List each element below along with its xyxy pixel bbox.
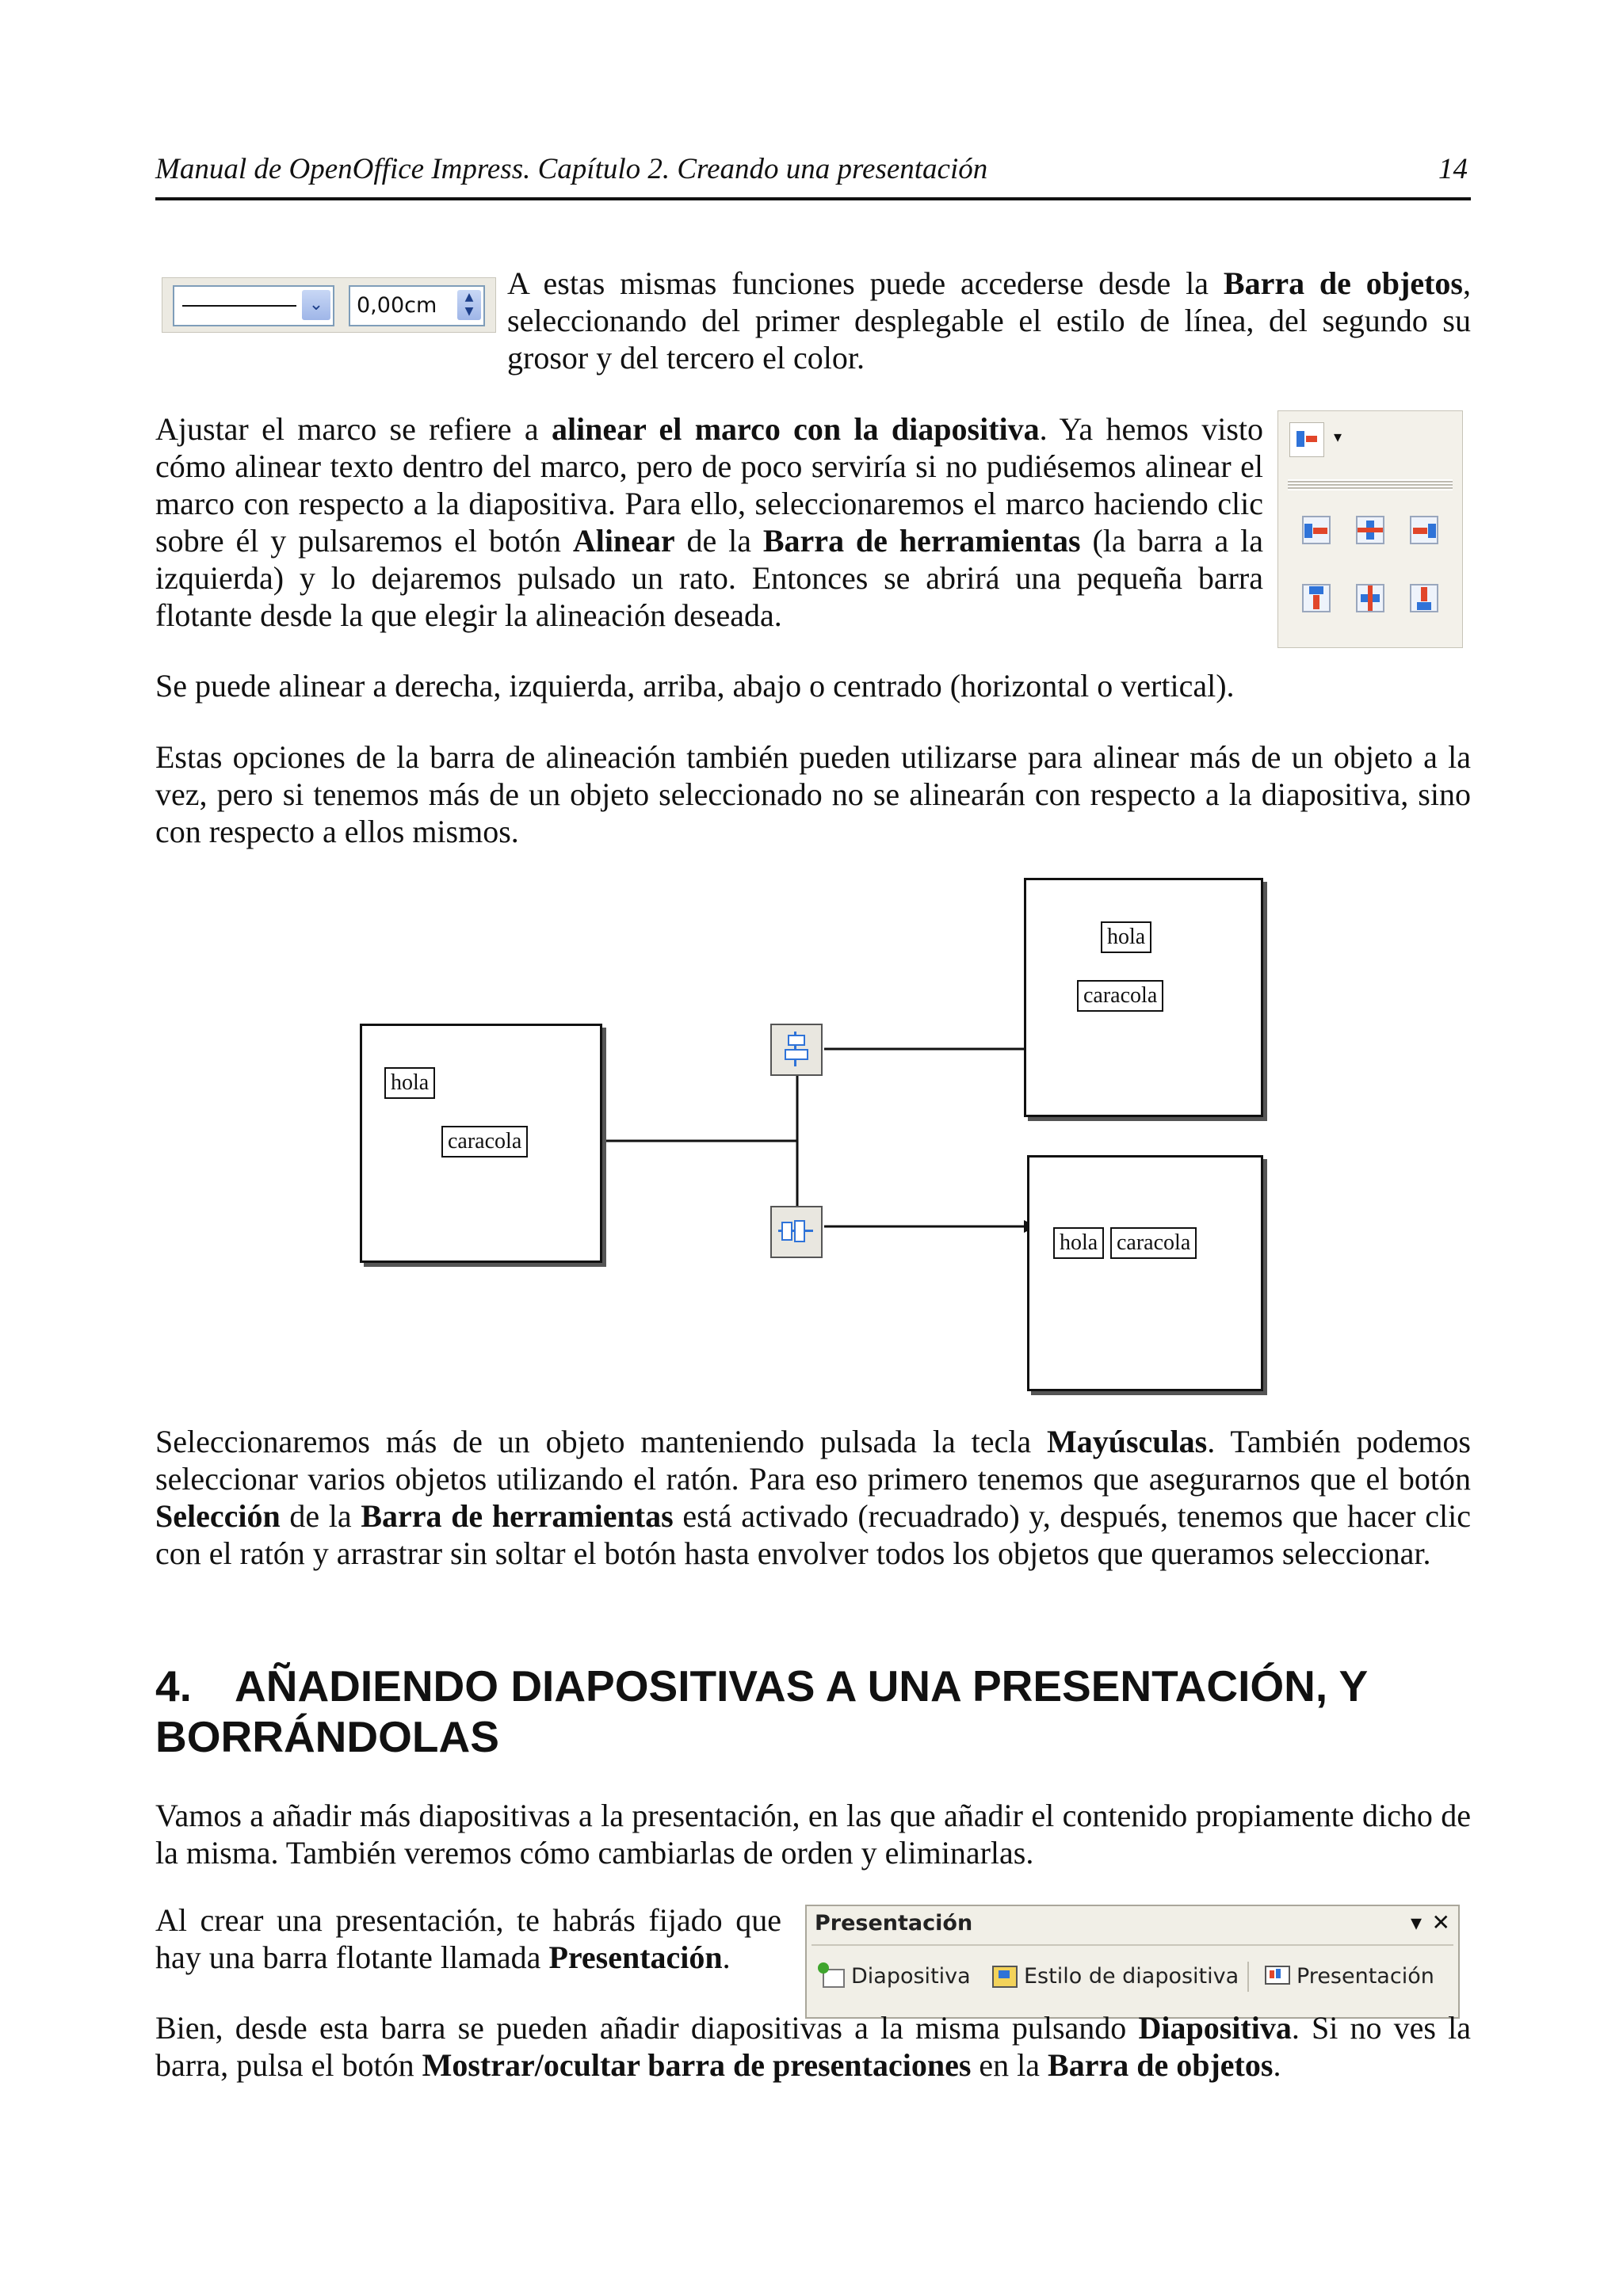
page-number: 14 <box>1438 153 1468 185</box>
bold-term: Diapositiva <box>1138 2010 1292 2046</box>
bold-term: Barra de objetos <box>1223 265 1463 301</box>
word-box-hola: hola <box>1101 921 1151 953</box>
bold-term: Barra de herramientas <box>762 523 1081 559</box>
toolbar-menu-icon[interactable]: ▾ <box>1410 1909 1422 1936</box>
paragraph-ajustar-marco <box>155 410 1263 634</box>
word-box-caracola: caracola <box>441 1126 528 1158</box>
section-title: AÑADIENDO DIAPOSITIVAS A UNA PRESENTACIÓN, Y BORRÁNDOLAS <box>155 1661 1368 1761</box>
align-center-vertical-icon[interactable] <box>1351 579 1389 617</box>
new-slide-icon <box>818 1962 845 1989</box>
align-right-icon[interactable] <box>1405 511 1443 549</box>
align-top-icon[interactable] <box>1297 579 1335 617</box>
section-heading <box>155 1661 1471 1762</box>
bold-term: Selección <box>155 1498 281 1534</box>
section-number: 4. <box>155 1661 192 1711</box>
presentation-icon <box>1263 1962 1290 1989</box>
text-run: en la <box>971 2047 1048 2083</box>
paragraph-line-style <box>507 265 1471 376</box>
presentacion-button-label: Presentación <box>1296 1963 1434 1989</box>
paragraph-varios-objetos: Estas opciones de la barra de alineación también pueden utilizarse para alinear más de un objeto a la vez, pero si tenemos más de un objeto seleccionado no se alinearán con respecto a la diapositiva, sino con respecto a ellos mismos. <box>155 739 1471 849</box>
paragraph-alinear-opciones: Se puede alinear a derecha, izquierda, arriba, abajo o centrado (horizontal o vertical). <box>155 668 1235 704</box>
text-run: . Ya hemos visto cómo alinear texto dentro del marco, pero de poco serviría si no pudiésemos alinear el marco con respecto a la diapositiva. Para ello, seleccionaremos el marco haciendo clic sobre él y pulsaremos el botón <box>155 411 1263 559</box>
toolbar-separator <box>1247 1962 1249 1992</box>
paragraph-seleccionar-objetos <box>155 1423 1471 1572</box>
presentation-toolbar <box>805 1905 1460 2019</box>
text-run: . <box>722 1939 731 1975</box>
slide-after-horizontal <box>1027 1155 1263 1391</box>
align-bottom-icon[interactable] <box>1405 579 1443 617</box>
bold-term: Presentación <box>548 1939 723 1975</box>
word-box-hola: hola <box>1053 1227 1104 1259</box>
word-box-caracola: caracola <box>1077 980 1163 1012</box>
paragraph-barra-presentacion <box>155 1901 781 1976</box>
bold-term: Barra de objetos <box>1048 2047 1274 2083</box>
close-icon[interactable]: ✕ <box>1431 1909 1450 1936</box>
diapositiva-button[interactable] <box>818 1958 971 1993</box>
slide-before <box>360 1024 602 1263</box>
align-left-icon[interactable] <box>1297 511 1335 549</box>
text-run: , seleccionando del primer desplegable el estilo de línea, del segundo su grosor y del tercero el color. <box>507 265 1471 376</box>
bold-term: Alinear <box>572 523 675 559</box>
bold-term: Mayúsculas <box>1046 1424 1208 1459</box>
toolbar-divider <box>812 1944 1453 1946</box>
text-run: Seleccionaremos más de un objeto manteniendo pulsada la tecla <box>155 1424 1047 1459</box>
chevron-down-icon[interactable]: ⌄ <box>302 290 330 320</box>
paragraph-intro-diapositivas: Vamos a añadir más diapositivas a la presentación, en las que añadir el contenido propiamente dicho de la misma. También veremos cómo cambiarlas de orden y eliminarlas. <box>155 1798 1471 1871</box>
bold-term: Mostrar/ocultar barra de presentaciones <box>422 2047 972 2083</box>
text-run: . También podemos seleccionar varios objetos utilizando el ratón. Para eso primero tenemos que asegurarnos que el botón <box>155 1424 1472 1497</box>
text-run: . <box>1273 2047 1281 2083</box>
word-box-hola: hola <box>384 1067 435 1099</box>
text-run: A estas mismas funciones puede accederse desde la <box>507 265 1224 301</box>
toolbar-grip[interactable] <box>1288 479 1453 490</box>
spin-arrows-icon[interactable]: ▲ ▼ <box>457 290 481 320</box>
paragraph-anadir-diapositivas <box>155 2009 1471 2084</box>
text-run: (la barra a la izquierda) y lo dejaremos pulsado un rato. Entonces se abrirá una pequeña barra flotante desde la que elegir la alineación deseada. <box>155 523 1263 633</box>
diapositiva-button-label: Diapositiva <box>851 1963 971 1989</box>
line-style-dropdown[interactable] <box>173 285 334 326</box>
presentacion-button[interactable] <box>1263 1958 1434 1993</box>
text-run: Bien, desde esta barra se pueden añadir diapositivas a la misma pulsando <box>155 2010 1139 2046</box>
toolbar-title: Presentación <box>815 1911 973 1936</box>
page-header-title: Manual de OpenOffice Impress. Capítulo 2. Creando una presentación <box>155 153 988 185</box>
estilo-diapositiva-button[interactable] <box>991 1958 1239 1993</box>
header-rule <box>155 197 1471 200</box>
line-width-spinner[interactable] <box>349 285 485 326</box>
align-center-icon <box>770 1024 823 1076</box>
text-run: de la <box>674 523 763 559</box>
line-style-sample <box>182 305 296 307</box>
bold-term: alinear el marco con la diapositiva <box>551 411 1040 447</box>
slide-style-icon <box>991 1962 1018 1989</box>
text-run: Ajustar el marco se refiere a <box>155 411 552 447</box>
estilo-diapositiva-button-label: Estilo de diapositiva <box>1024 1963 1239 1989</box>
align-middle-icon <box>770 1206 823 1258</box>
align-center-horizontal-icon[interactable] <box>1351 511 1389 549</box>
bold-term: Barra de herramientas <box>361 1498 674 1534</box>
align-button[interactable] <box>1289 422 1324 457</box>
line-width-value: 0,00cm <box>357 293 437 318</box>
text-run: de la <box>280 1498 361 1534</box>
text-run: Al crear una presentación, te habrás fijado que hay una barra flotante llamada <box>155 1902 781 1975</box>
dropdown-arrow-icon[interactable]: ▾ <box>1334 427 1342 446</box>
slide-after-vertical <box>1024 878 1263 1117</box>
text-run: está activado (recuadrado) y, después, tenemos que hacer clic con el ratón y arrastrar sin soltar el botón hasta envolver todos los objetos que queramos seleccionar. <box>155 1498 1472 1571</box>
align-toolbar-image <box>1277 410 1463 648</box>
word-box-caracola: caracola <box>1110 1227 1197 1259</box>
text-run: . Si no ves la barra, pulsa el botón <box>155 2010 1471 2083</box>
